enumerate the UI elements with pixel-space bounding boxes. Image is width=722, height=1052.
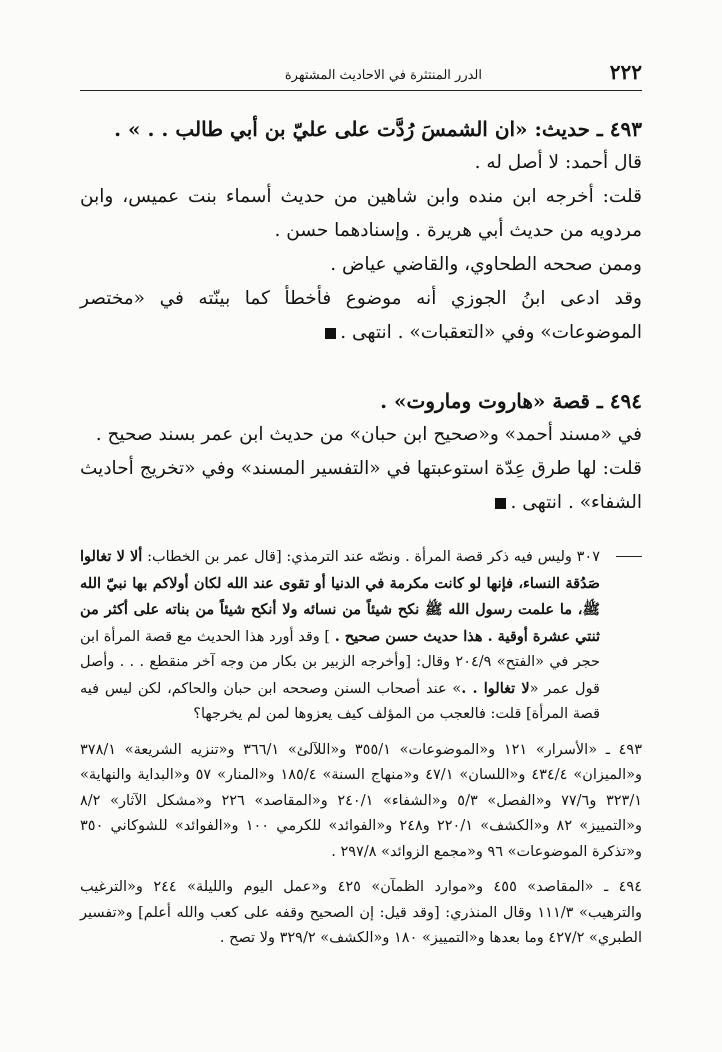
footnote-307-quote-2: لا تغالوا . . xyxy=(461,679,530,697)
running-title: الدرر المنتثرة في الاحاديث المشتهرة xyxy=(284,68,482,83)
footnote-307-quote: ألا لا تغالوا صَدُقة النساء، فإنها لو كانت مكرمة في الدنيا أو تقوى عند الله لكان أولاكم بها نبيّ الله ﷺ، ما علمت رسول الله ﷺ نكح شيئاً من نسائه ولا أنكح شيئاً من بناته على أكثر من ثنتي عشرة أوقية . هذا حديث حسن صحيح . xyxy=(80,548,600,645)
footnote-gap xyxy=(80,865,642,875)
footnote-493: ٤٩٣ ـ «الأسرار» ١٢١ و«الموضوعات» ٣٥٥/١ و«اللآلئ» ٣٦٦/١ و«تنزيه الشريعة» ٣٧٨/١ و«الميزان» ٤٣٤/٤ و«اللسان» ٤٧/١ و«منهاج السنة» ١٨٥/٤ و«المنار» ٥٧ و«البداية والنهاية» ٣٢٣/١ و٧٧/٦ و«الفصل» ٥/٣ و«الشفاء» ٢٤٠/١ و«المقاصد» ٢٢٦ و«مشكل الآثار» ٨/٢ و«التمييز» ٨٢ و«الكشف» ٢٢٠/١ و٢٤٨ و«الفوائد» للكرمي ١٠٠ و«الفوائد» للشوكاني ٣٥٠ و«تذكرة الموضوعات» ٩٦ و«مجمع الزوائد» ٢٩٧/٨ . xyxy=(80,741,643,860)
footnotes xyxy=(80,544,642,952)
footnote-divider xyxy=(616,556,642,557)
hadith-493-line xyxy=(80,282,642,350)
footnote-307 xyxy=(80,544,642,728)
main-text xyxy=(80,112,642,520)
hadith-493-title: ٤٩٣ ـ حديث: «ان الشمسَ رُدَّت على عليّ بن أبي طالب . . » . xyxy=(114,117,642,141)
end-square-icon xyxy=(495,498,506,509)
footnote-307-intro: ٣٠٧ وليس فيه ذكر قصة المرأة . ونصّه عند الترمذي: [قال عمر بن الخطاب: xyxy=(147,549,600,565)
end-square-icon xyxy=(325,328,336,339)
hadith-494-line: في «مسند أحمد» و«صحيح ابن حبان» من حديث ابن عمر بسند صحيح . xyxy=(95,424,642,445)
hadith-494-last-line: قلت: لها طرق عِدّة استوعبتها في «التفسير المسند» وفي «تخريج أحاديث الشفاء» . انتهى . xyxy=(80,458,642,513)
footnote-gap xyxy=(80,728,642,738)
footnote-494: ٤٩٤ ـ «المقاصد» ٤٥٥ و«موارد الظمآن» ٤٢٥ و«عمل اليوم والليلة» ٢٤٤ و«الترغيب والترهيب» ١١١/٣ وقال المنذري: [وقد قيل: إن الصحيح وقفه على كعب والله أعلم] و«تفسير الطبري» ٤٢٧/٢ وما بعدها و«التمييز» ١٨٠ و«الكشف» ٣٢٩/٢ ولا تصح . xyxy=(80,879,643,946)
footnote-307-mid: ] وقد أورد هذا الحديث مع قصة المرأة ابن حجر في «الفتح» ٢٠٤/٩ وقال: [وأخرجه الزبير بن بكار من وجه آخر منقطع . . . وأصل قول عمر « xyxy=(80,628,600,697)
footnote-307-end: » عند أصحاب السنن وصححه ابن حبان والحاكم، لكن ليس فيه قصة المرأة] قلت: فالعجب من المؤلف كيف يعزوها لمن لم يخرجها؟ xyxy=(80,680,600,722)
hadith-494-title: ٤٩٤ ـ قصة «هاروت وماروت» . xyxy=(380,389,642,413)
hadith-493-last-line: وقد ادعى ابنُ الجوزي أنه موضوع فأخطأ كما بينّته في «مختصر الموضوعات» وفي «التعقبات» . انتهى . xyxy=(80,288,642,343)
hadith-493-line: قلت: أخرجه ابن منده وابن شاهين من حديث أسماء بنت عميس، وابن مردويه من حديث أبي هريرة . وإسنادهما حسن . xyxy=(80,186,642,241)
hadith-493-line: قال أحمد: لا أصل له . xyxy=(474,152,642,173)
page-header xyxy=(80,60,642,91)
hadith-494-line xyxy=(80,452,642,520)
section-gap xyxy=(80,350,642,384)
page-number: ٢٢٢ xyxy=(609,60,642,84)
hadith-493-line: وممن صححه الطحاوي، والقاضي عياض . xyxy=(330,254,642,275)
